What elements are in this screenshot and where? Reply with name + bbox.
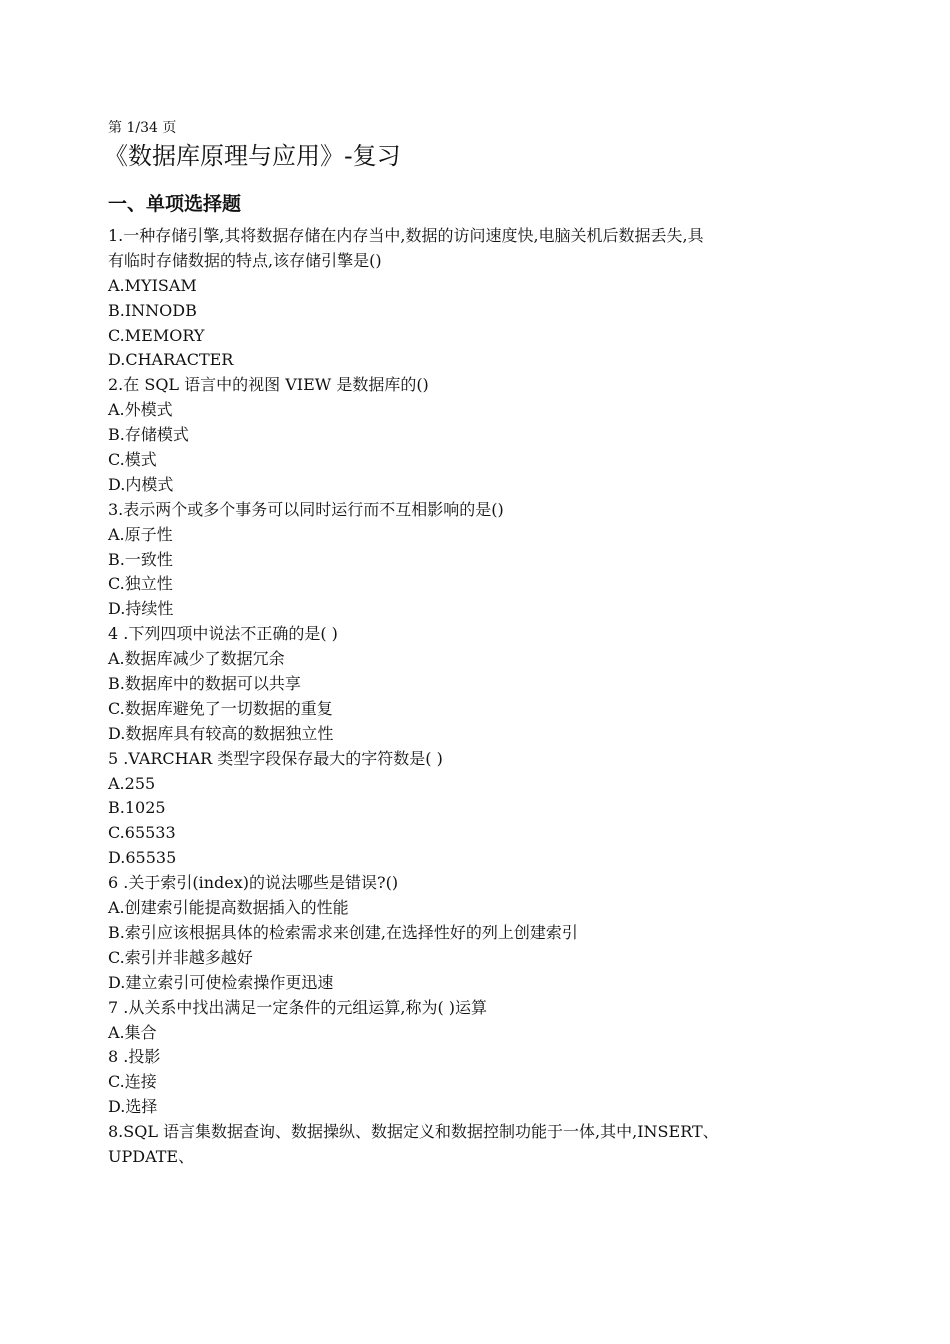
text-line: C.索引并非越多越好 xyxy=(108,947,253,967)
text-line: B.存储模式 xyxy=(108,425,189,445)
text-line: C.连接 xyxy=(108,1072,157,1092)
text-line: A.外模式 xyxy=(108,400,173,420)
text-line: C.独立性 xyxy=(108,574,173,594)
text-line: A.数据库减少了数据冗余 xyxy=(108,649,285,669)
text-line: C.数据库避免了一切数据的重复 xyxy=(108,698,333,718)
text-line: 7 .从关系中找出满足一定条件的元组运算,称为( )运算 xyxy=(108,997,488,1017)
text-line: A.255 xyxy=(108,773,156,793)
text-line: 2.在 SQL 语言中的视图 VIEW 是数据库的() xyxy=(108,375,429,395)
text-line: B.INNODB xyxy=(108,300,197,320)
text-line: A.集合 xyxy=(108,1022,157,1042)
page-number: 第 1/34 页 xyxy=(108,120,177,136)
text-line: D.65535 xyxy=(108,848,177,868)
text-line: 3.表示两个或多个事务可以同时运行而不互相影响的是() xyxy=(108,499,504,519)
text-line: 1.一种存储引擎,其将数据存储在内存当中,数据的访问速度快,电脑关机后数据丢失,具 xyxy=(108,226,704,245)
text-line: C.MEMORY xyxy=(108,325,205,345)
section-heading: 一、单项选择题 xyxy=(108,193,242,215)
text-line: 有临时存储数据的特点,该存储引擎是() xyxy=(108,250,382,270)
text-line: B.1025 xyxy=(108,798,166,818)
text-line: D.建立索引可使检索操作更迅速 xyxy=(108,972,334,992)
text-line: D.CHARACTER xyxy=(108,350,234,370)
text-line: 5 .VARCHAR 类型字段保存最大的字符数是( ) xyxy=(108,748,443,768)
document-title: 《数据库原理与应用》-复习 xyxy=(104,142,401,170)
text-line: D.持续性 xyxy=(108,599,174,619)
text-line: 8.SQL 语言集数据查询、数据操纵、数据定义和数据控制功能于一体,其中,INSERT、 xyxy=(108,1122,719,1142)
text-line: 4 .下列四项中说法不正确的是( ) xyxy=(108,624,338,644)
text-line: D.内模式 xyxy=(108,474,174,494)
text-line: A.创建索引能提高数据插入的性能 xyxy=(108,898,349,918)
text-line: D.数据库具有较高的数据独立性 xyxy=(108,723,334,743)
text-line: A.原子性 xyxy=(108,524,173,544)
text-line: D.选择 xyxy=(108,1097,158,1117)
question-text xyxy=(108,224,828,1170)
text-line: B.一致性 xyxy=(108,549,173,569)
document-page xyxy=(104,118,828,1170)
text-line: C.模式 xyxy=(108,450,157,470)
text-line: B.数据库中的数据可以共享 xyxy=(108,674,301,694)
text-line: 8 .投影 xyxy=(108,1047,161,1067)
text-line: C.65533 xyxy=(108,823,176,843)
text-line: B.索引应该根据具体的检索需求来创建,在选择性好的列上创建索引 xyxy=(108,922,578,942)
text-line: UPDATE、 xyxy=(108,1146,195,1166)
text-line: 6 .关于索引(index)的说法哪些是错误?() xyxy=(108,873,399,893)
text-line: A.MYISAM xyxy=(108,275,197,295)
